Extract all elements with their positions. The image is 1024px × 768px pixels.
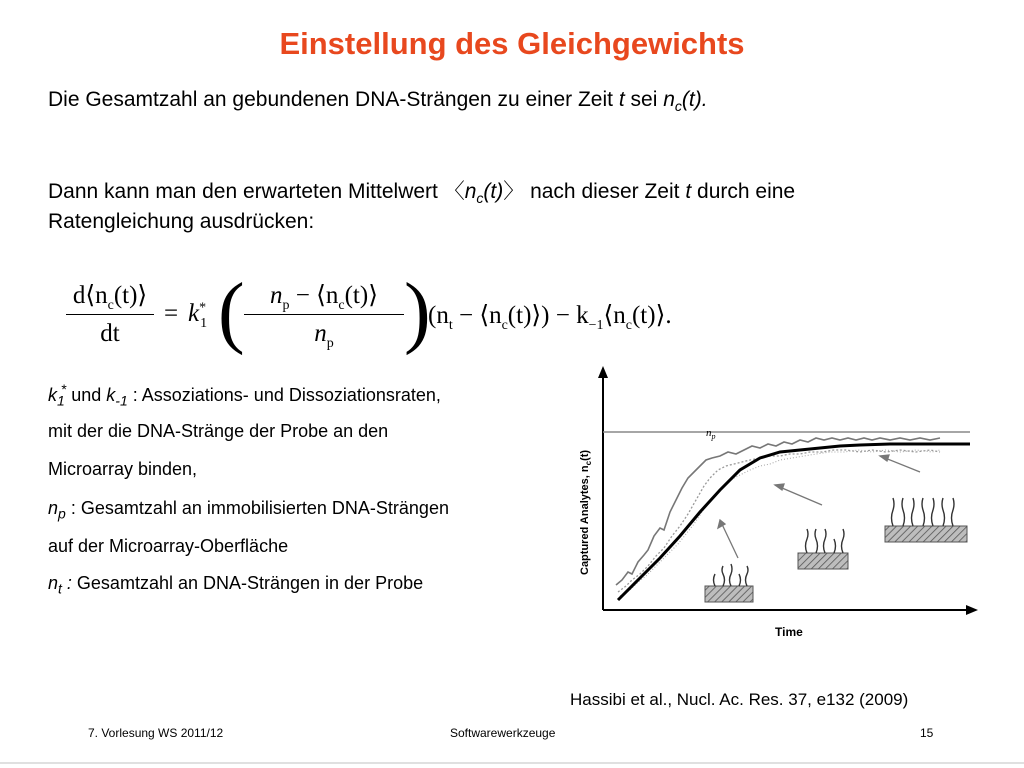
paragraph-line-2: Ratengleichung ausdrücken: bbox=[48, 210, 315, 233]
callout-arrows bbox=[718, 455, 920, 558]
para-var-n: n bbox=[464, 180, 477, 203]
intro-tail: (t). bbox=[681, 88, 708, 111]
inner-denominator: $n_p$ bbox=[314, 320, 334, 351]
intro-var-t: t bbox=[618, 88, 625, 111]
mean-binding-curve bbox=[618, 444, 970, 600]
rate-equation bbox=[66, 268, 672, 360]
para-part1: Dann kann man den erwarteten Mittelwert bbox=[48, 180, 438, 203]
desc-np-line: $n_p$ : Gesamtzahl an immobilisierten DNA-Strängen bbox=[48, 498, 449, 522]
surface-block-3 bbox=[885, 526, 967, 542]
equation-rhs: ($n_t$ − $⟨n_c(t)⟩$) − $k_{-1}⟨n_c(t)⟩$. bbox=[428, 302, 672, 333]
para-langle: 〈 bbox=[443, 180, 465, 203]
inner-fraction-bar bbox=[244, 314, 404, 315]
para-t-arg: (t) bbox=[483, 180, 504, 203]
x-axis-label: Time bbox=[775, 625, 803, 639]
lhs-fraction bbox=[66, 280, 154, 349]
desc-line-3: Microarray binden, bbox=[48, 459, 198, 479]
desc-k-line: $k_1^*$ und $k_{-1}$ : Assoziations- und Dissoziationsraten, bbox=[48, 381, 441, 409]
lhs-fraction-bar bbox=[66, 314, 154, 315]
x-axis-arrow-icon bbox=[966, 605, 978, 615]
desc-nt-line: $n_t$ : Gesamtzahl an DNA-Strängen in der Probe bbox=[48, 573, 424, 597]
para-var-t: t bbox=[685, 180, 692, 203]
left-big-paren: ( bbox=[218, 268, 245, 356]
slide-title: Einstellung des Gleichgewichts bbox=[279, 26, 745, 61]
probes-block-3 bbox=[892, 498, 955, 526]
binding-kinetics-figure bbox=[560, 360, 980, 650]
footer-center: Softwarewerkzeuge bbox=[450, 726, 556, 740]
para-rangle: 〉 bbox=[503, 180, 525, 203]
para-part2: nach dieser Zeit bbox=[530, 180, 680, 203]
probes-block-2 bbox=[806, 529, 845, 553]
para-part3: durch eine bbox=[697, 180, 796, 203]
bottom-rule bbox=[0, 762, 1024, 764]
desc-line-5: auf der Microarray-Oberfläche bbox=[48, 536, 289, 556]
intro-sei: sei bbox=[630, 88, 658, 111]
intro-text: Die Gesamtzahl an gebundenen DNA-Strängen zu einer Zeit bbox=[48, 88, 613, 111]
surface-block-2 bbox=[798, 553, 848, 569]
y-axis-label: Captured Analytes, $n_c(t)$ bbox=[579, 449, 593, 575]
figure-svg bbox=[560, 360, 980, 650]
lhs-numerator: $d⟨n_c(t)⟩$ bbox=[72, 282, 148, 313]
probes-block-1 bbox=[714, 564, 749, 586]
citation: Hassibi et al., Nucl. Ac. Res. 37, e132 (2009) bbox=[570, 690, 909, 709]
surface-block-1 bbox=[705, 586, 753, 602]
y-axis-arrow-icon bbox=[598, 366, 608, 378]
intro-var-n: n bbox=[663, 88, 675, 111]
intro-line bbox=[48, 88, 708, 114]
right-big-paren: ) bbox=[404, 268, 431, 356]
inner-fraction bbox=[244, 280, 404, 349]
equals-sign: = bbox=[164, 300, 179, 327]
k1-star: $k^*_1$ bbox=[188, 300, 208, 331]
lhs-denominator: dt bbox=[100, 320, 120, 347]
np-label: $n_p$ bbox=[706, 427, 716, 441]
inner-numerator: $n_p$ − $⟨n_c(t)⟩$ bbox=[270, 282, 378, 313]
para-sub-c: c bbox=[476, 190, 484, 207]
paragraph-line-1 bbox=[48, 175, 795, 206]
desc-line-2: mit der die DNA-Stränge der Probe an den bbox=[48, 421, 389, 441]
footer-left: 7. Vorlesung WS 2011/12 bbox=[88, 726, 224, 740]
footer-page-number: 15 bbox=[920, 726, 934, 740]
intro-sub-c: c bbox=[674, 98, 682, 115]
